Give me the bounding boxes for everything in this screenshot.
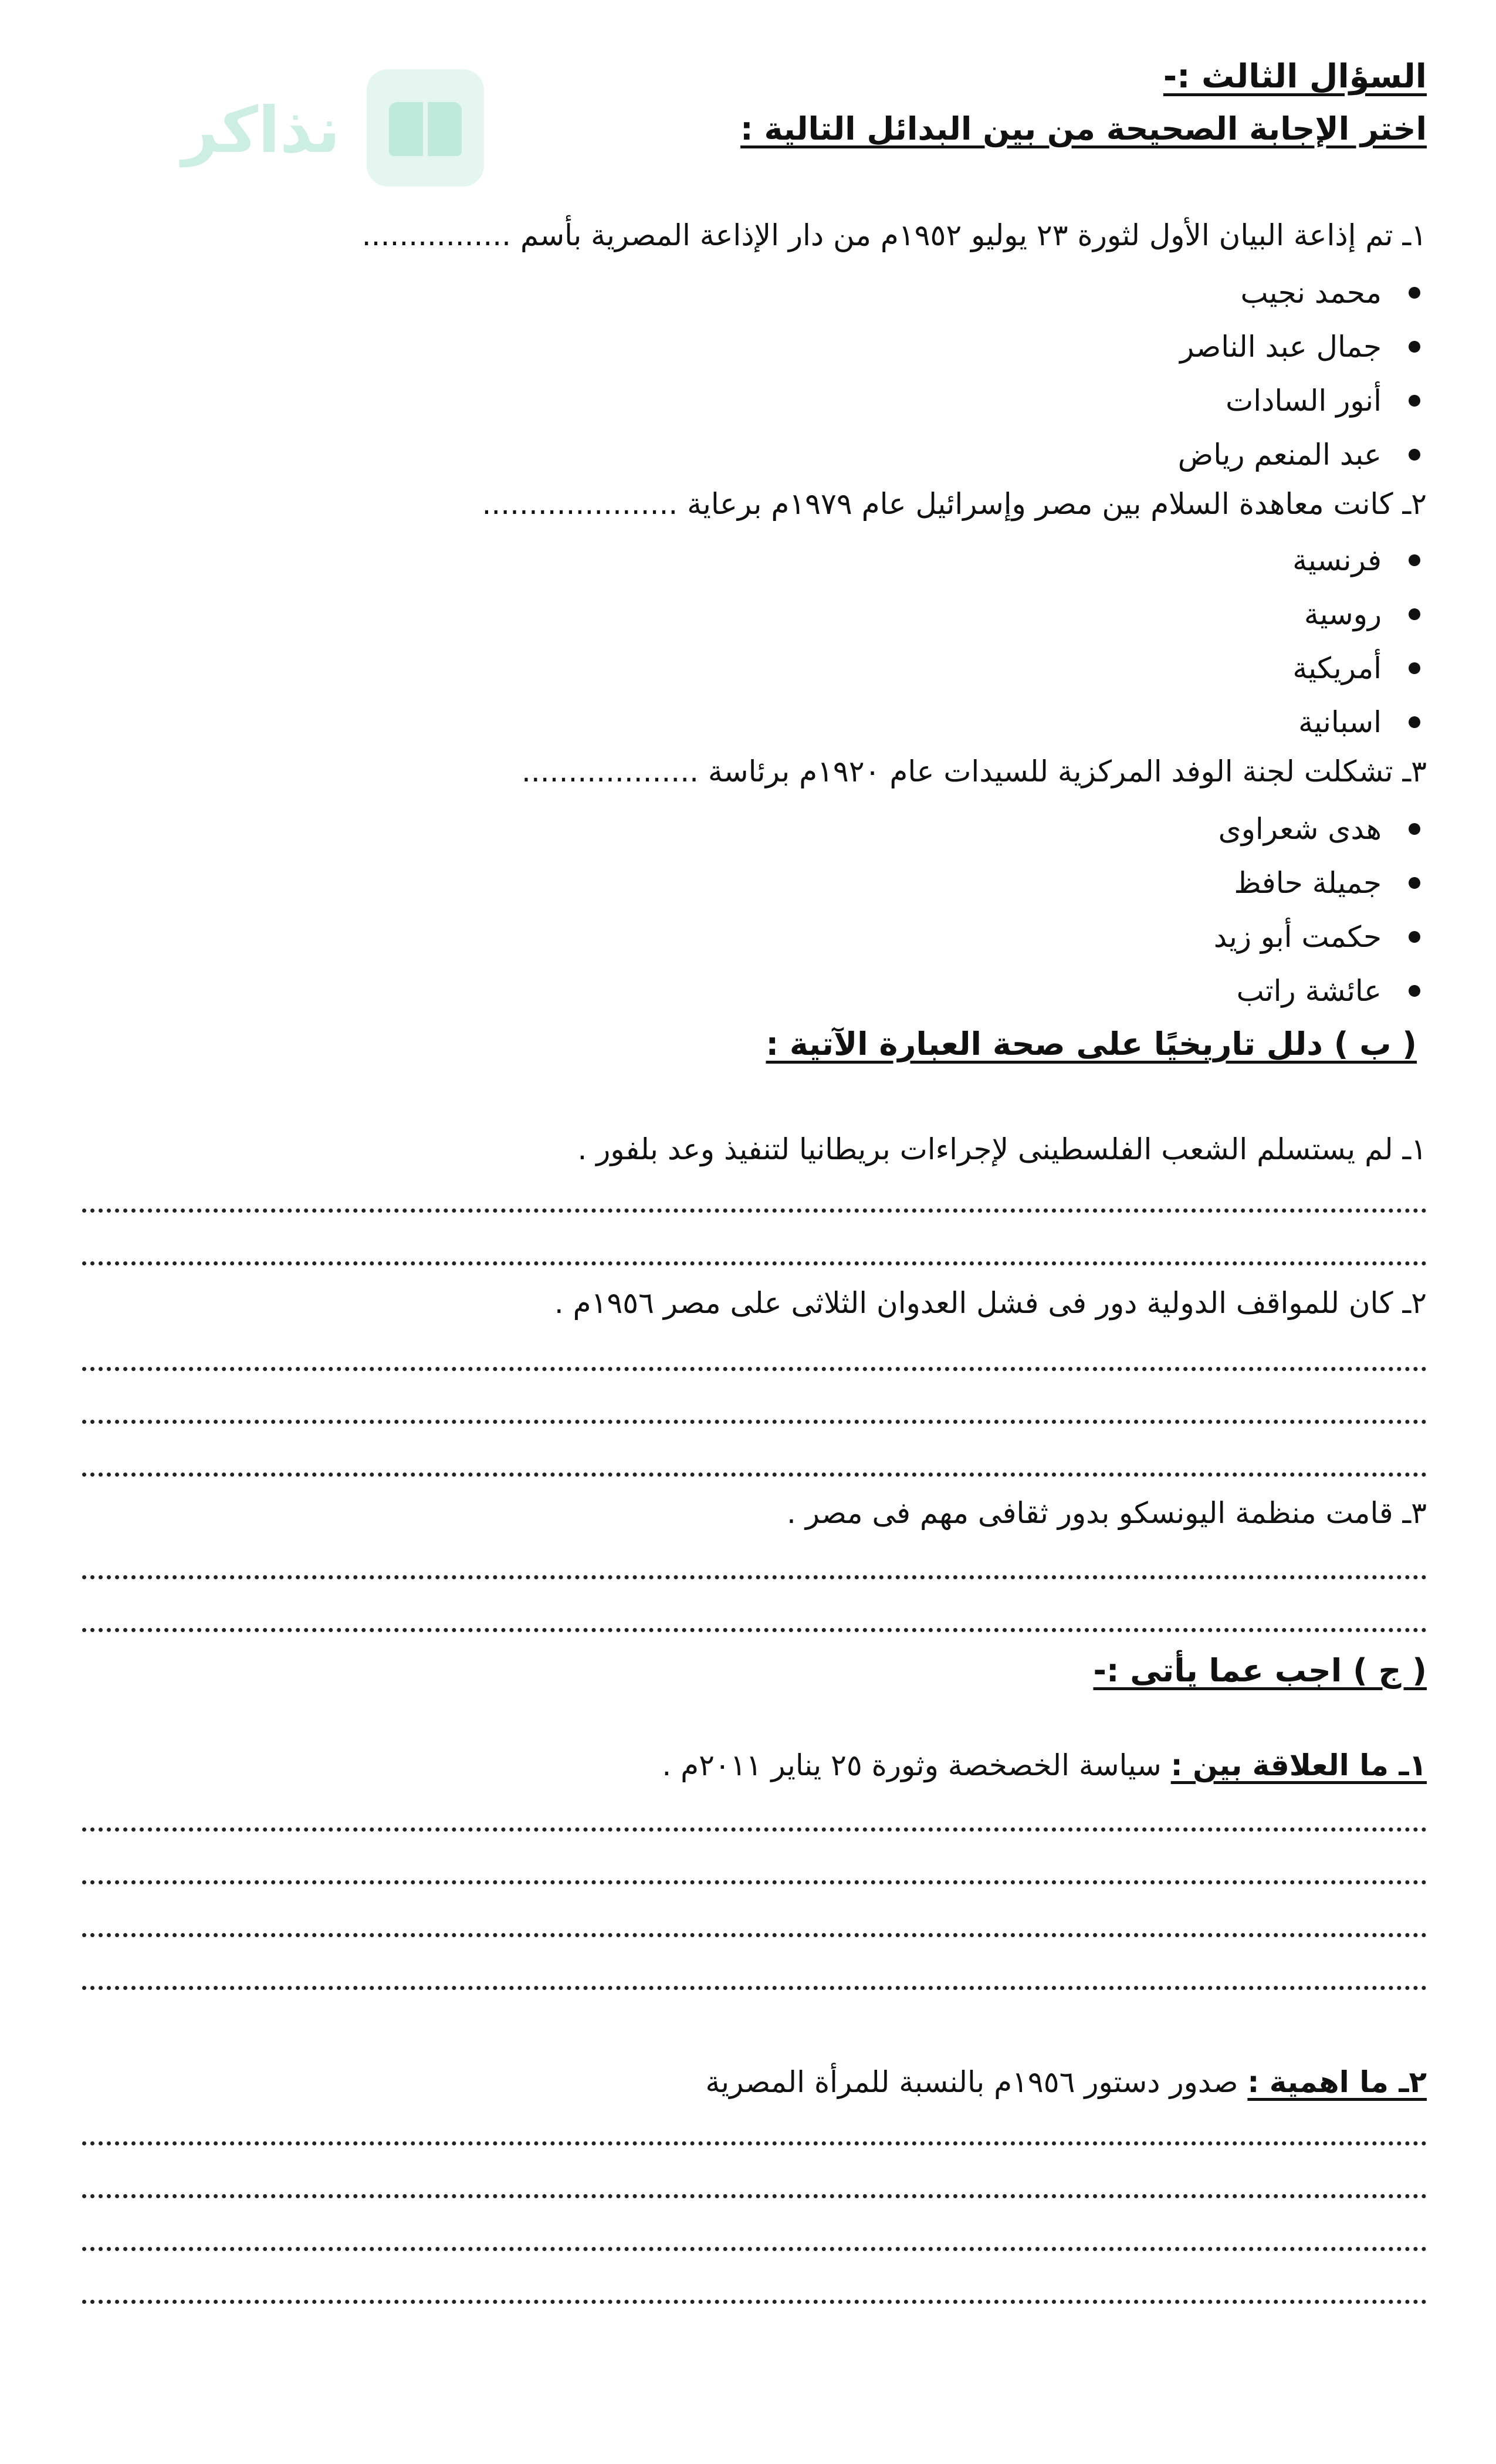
option-2-3: أمريكية [1292, 651, 1382, 685]
answer-line[interactable] [82, 2300, 1427, 2304]
answer-line[interactable] [82, 1575, 1427, 1579]
answer-line[interactable] [82, 1933, 1427, 1937]
watermark-logo [167, 66, 496, 195]
answer-line[interactable] [82, 1261, 1427, 1265]
statement-3: ٣ـ قامت منظمة اليونسكو بدور ثقافى مهم فى مصر . [787, 1496, 1427, 1530]
watermark-text: نذاكر [182, 94, 340, 167]
question-c-1-text: سياسة الخصخصة وثورة ٢٥ يناير ٢٠١١م . [662, 1748, 1171, 1782]
option-1-4: عبد المنعم رياض [1177, 438, 1382, 472]
book-icon [367, 69, 484, 187]
statement-1: ١ـ لم يستسلم الشعب الفلسطينى لإجراءات بريطانيا لتنفيذ وعد بلفور . [577, 1132, 1427, 1166]
statement-2: ٢ـ كان للمواقف الدولية دور فى فشل العدوان الثلاثى على مصر ١٩٥٦م . [554, 1286, 1427, 1320]
answer-line[interactable] [82, 1628, 1427, 1632]
option-2-1: فرنسية [1292, 543, 1382, 577]
answer-line[interactable] [82, 1367, 1427, 1371]
question-2: ٢ـ كانت معاهدة السلام بين مصر وإسرائيل عام ١٩٧٩م برعاية ..................... [482, 487, 1427, 521]
question-c-1-label: ١ـ ما العلاقة بين : [1170, 1748, 1427, 1782]
section-b-title: ( ب ) دلل تاريخيًا على صحة العبارة الآتية : [766, 1025, 1417, 1062]
option-3-1: هدى شعراوى [1218, 812, 1382, 846]
question-3: ٣ـ تشكلت لجنة الوفد المركزية للسيدات عام ١٩٢٠م برئاسة ................... [522, 754, 1427, 788]
instruction: اختر الإجابة الصحيحة من بين البدائل التالية : [740, 110, 1427, 147]
answer-line[interactable] [82, 1209, 1427, 1213]
question-c-1 [662, 1748, 1427, 1782]
answer-line[interactable] [82, 2141, 1427, 2145]
answer-line[interactable] [82, 1827, 1427, 1832]
option-2-4: اسبانية [1298, 705, 1382, 739]
option-1-1: محمد نجيب [1240, 276, 1382, 310]
option-3-2: جميلة حافظ [1234, 866, 1382, 900]
option-3-4: عائشة راتب [1236, 974, 1382, 1008]
option-2-2: روسية [1304, 597, 1382, 631]
question-c-2-label: ٢ـ ما اهمية : [1247, 2065, 1427, 2099]
section-c-title: ( ج ) اجب عما يأتى :- [1093, 1652, 1427, 1689]
answer-line[interactable] [82, 2194, 1427, 2198]
option-3-3: حكمت أبو زيد [1213, 920, 1382, 954]
answer-line[interactable] [82, 1880, 1427, 1884]
option-1-2: جمال عبد الناصر [1180, 330, 1382, 364]
answer-line[interactable] [82, 1986, 1427, 1990]
section-title: السؤال الثالث :- [1163, 57, 1427, 96]
question-c-2 [705, 2065, 1427, 2099]
question-1: ١ـ تم إذاعة البيان الأول لثورة ٢٣ يوليو ١٩٥٢م من دار الإذاعة المصرية بأسم ................ [361, 218, 1427, 252]
answer-line[interactable] [82, 1473, 1427, 1477]
answer-line[interactable] [82, 2247, 1427, 2251]
option-1-3: أنور السادات [1226, 384, 1382, 418]
question-c-2-text: صدور دستور ١٩٥٦م بالنسبة للمرأة المصرية [705, 2065, 1248, 2099]
answer-line[interactable] [82, 1420, 1427, 1424]
